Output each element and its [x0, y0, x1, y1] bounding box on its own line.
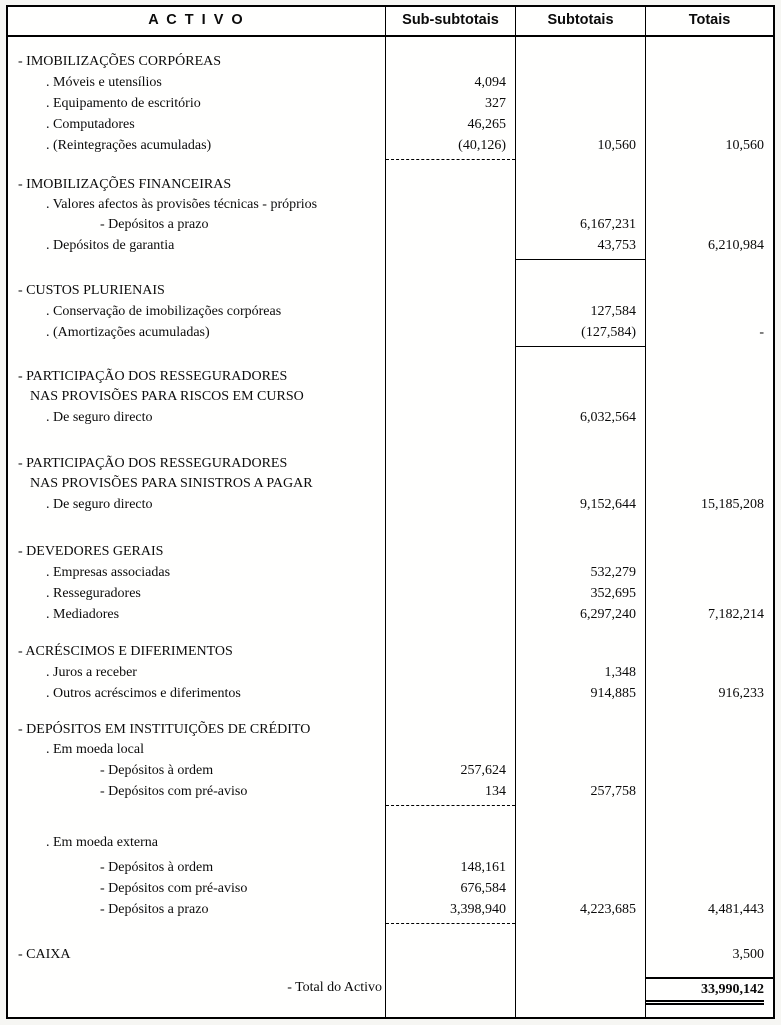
row-label: . Resseguradores [8, 583, 386, 604]
cell-subtotais [516, 474, 646, 494]
cell-totais [646, 802, 773, 812]
row-label: . Outros acréscimos e diferimentos [8, 683, 386, 704]
table-row [8, 583, 773, 604]
cell-sub-subtotais [386, 832, 516, 853]
rule-row [8, 343, 773, 353]
cell-sub-subtotais [386, 174, 516, 195]
row-label [8, 625, 386, 641]
cell-sub-subtotais [386, 662, 516, 683]
cell-totais [646, 72, 773, 93]
cell-subtotais [516, 515, 646, 541]
cell-subtotais [516, 51, 646, 72]
column-header-activo: A C T I V O [8, 7, 386, 35]
cell-subtotais [516, 93, 646, 114]
cell-totais [646, 428, 773, 454]
cell-totais [646, 343, 773, 353]
cell-sub-subtotais: 3,398,940 [386, 899, 516, 920]
table-row [8, 857, 773, 878]
cell-totais [646, 704, 773, 720]
cell-totais [646, 781, 773, 802]
column-header-sub-subtotais: Sub-subtotais [386, 7, 516, 35]
cell-subtotais [516, 920, 646, 930]
cell-totais [646, 214, 773, 235]
cell-totais [646, 541, 773, 562]
spacer-row [8, 428, 773, 454]
cell-subtotais: 352,695 [516, 583, 646, 604]
cell-subtotais: 6,032,564 [516, 407, 646, 428]
cell-totais [646, 832, 773, 853]
row-label [8, 166, 386, 174]
cell-subtotais [516, 367, 646, 387]
cell-subtotais: 10,560 [516, 135, 646, 156]
cell-subtotais: 9,152,644 [516, 494, 646, 515]
cell-sub-subtotais [386, 930, 516, 944]
row-label [8, 266, 386, 280]
cell-sub-subtotais: 676,584 [386, 878, 516, 899]
row-label: - IMOBILIZAÇÕES FINANCEIRAS [8, 174, 386, 195]
table-row [8, 662, 773, 683]
row-label: - Total do Activo [8, 977, 386, 999]
row-label [8, 802, 386, 812]
cell-subtotais [516, 740, 646, 760]
table-row [8, 683, 773, 704]
cell-subtotais [516, 114, 646, 135]
row-label: - Depósitos à ordem [8, 857, 386, 878]
cell-sub-subtotais: 46,265 [386, 114, 516, 135]
row-label: - DEVEDORES GERAIS [8, 541, 386, 562]
cell-subtotais: 4,223,685 [516, 899, 646, 920]
sum-line [516, 346, 645, 347]
cell-sub-subtotais [386, 720, 516, 740]
row-label: - PARTICIPAÇÃO DOS RESSEGURADORES [8, 454, 386, 474]
row-label [8, 930, 386, 944]
cell-subtotais [516, 174, 646, 195]
cell-totais [646, 878, 773, 899]
cell-totais [646, 930, 773, 944]
cell-totais [646, 195, 773, 214]
cell-subtotais [516, 156, 646, 166]
cell-sub-subtotais [386, 301, 516, 322]
cell-totais [646, 51, 773, 72]
row-label: NAS PROVISÕES PARA SINISTROS A PAGAR [8, 474, 386, 494]
row-label [8, 920, 386, 930]
cell-sub-subtotais: 327 [386, 93, 516, 114]
cell-sub-subtotais [386, 280, 516, 301]
spacer-row [8, 353, 773, 367]
cell-sub-subtotais [386, 977, 516, 999]
cell-totais [646, 407, 773, 428]
row-label: . Em moeda externa [8, 832, 386, 853]
cell-subtotais: 914,885 [516, 683, 646, 704]
table-row [8, 604, 773, 625]
cell-sub-subtotais [386, 920, 516, 930]
cell-subtotais [516, 387, 646, 407]
cell-totais [646, 857, 773, 878]
cell-subtotais [516, 832, 646, 853]
table-row [8, 781, 773, 802]
row-label [8, 965, 386, 977]
cell-sub-subtotais [386, 604, 516, 625]
table-row [8, 135, 773, 156]
cell-sub-subtotais [386, 353, 516, 367]
cell-totais: 3,500 [732, 947, 764, 962]
table-row [8, 367, 773, 387]
row-label: - CUSTOS PLURIENAIS [8, 280, 386, 301]
cell-totais [646, 760, 773, 781]
table-row [8, 322, 773, 343]
cell-sub-subtotais [386, 944, 516, 965]
cell-subtotais [516, 802, 646, 812]
cell-sub-subtotais [386, 214, 516, 235]
table-row [8, 72, 773, 93]
cell-sub-subtotais [386, 999, 516, 1011]
cell-totais [646, 266, 773, 280]
cell-subtotais [516, 625, 646, 641]
cell-sub-subtotais [386, 235, 516, 256]
table-row [8, 214, 773, 235]
cell-sub-subtotais [386, 515, 516, 541]
cell-subtotais [516, 641, 646, 662]
table-row [8, 720, 773, 740]
row-label: . Mediadores [8, 604, 386, 625]
cell-subtotais [516, 704, 646, 720]
cell-sub-subtotais [386, 343, 516, 353]
cell-totais [646, 114, 773, 135]
cell-totais [646, 1011, 773, 1017]
table-body [8, 37, 773, 1017]
cell-subtotais [516, 878, 646, 899]
spacer-row [8, 37, 773, 51]
header-row [8, 7, 773, 37]
cell-sub-subtotais [386, 454, 516, 474]
spacer-row [8, 812, 773, 832]
cell-totais: 15,185,208 [701, 497, 764, 512]
row-label [8, 704, 386, 720]
row-label: . Equipamento de escritório [8, 93, 386, 114]
cell-totais [646, 93, 773, 114]
spacer-row [8, 930, 773, 944]
row-label: . Computadores [8, 114, 386, 135]
cell-totais: 10,560 [725, 138, 764, 153]
rule-row [8, 999, 773, 1011]
table-row [8, 878, 773, 899]
cell-totais [646, 301, 773, 322]
row-label: - CAIXA [8, 944, 386, 965]
spacer-row [8, 515, 773, 541]
table-row [8, 387, 773, 407]
cell-sub-subtotais [386, 965, 516, 977]
table-row [8, 474, 773, 494]
cell-subtotais [516, 343, 646, 353]
cell-sub-subtotais [386, 474, 516, 494]
cell-subtotais [516, 965, 646, 977]
cell-totais [646, 625, 773, 641]
cell-subtotais: 532,279 [516, 562, 646, 583]
cell-sub-subtotais [386, 683, 516, 704]
cell-subtotais: 6,297,240 [516, 604, 646, 625]
cell-subtotais [516, 541, 646, 562]
cell-sub-subtotais [386, 51, 516, 72]
balance-sheet-table [6, 5, 775, 1019]
cell-subtotais [516, 37, 646, 51]
row-label [8, 353, 386, 367]
row-label: . Em moeda local [8, 740, 386, 760]
row-label: . (Amortizações acumuladas) [8, 322, 386, 343]
cell-sub-subtotais: 257,624 [386, 760, 516, 781]
cell-sub-subtotais [386, 322, 516, 343]
cell-sub-subtotais [386, 583, 516, 604]
cell-subtotais [516, 266, 646, 280]
table-row [8, 899, 773, 920]
spacer-row [8, 965, 773, 977]
cell-sub-subtotais: 148,161 [386, 857, 516, 878]
cell-totais [646, 156, 773, 166]
cell-sub-subtotais [386, 562, 516, 583]
row-label [8, 812, 386, 832]
cell-totais: 33,990,142 [646, 977, 773, 999]
table-row [8, 93, 773, 114]
row-label [8, 515, 386, 541]
table-row [8, 235, 773, 256]
row-label: - DEPÓSITOS EM INSTITUIÇÕES DE CRÉDITO [8, 720, 386, 740]
table-row [8, 977, 773, 999]
cell-subtotais [516, 1011, 646, 1017]
cell-sub-subtotais [386, 541, 516, 562]
cell-subtotais [516, 944, 646, 965]
row-label: - Depósitos com pré-aviso [8, 878, 386, 899]
cell-subtotais [516, 72, 646, 93]
cell-subtotais [516, 353, 646, 367]
cell-totais [646, 166, 773, 174]
table-row [8, 832, 773, 853]
row-label: - IMOBILIZAÇÕES CORPÓREAS [8, 51, 386, 72]
cell-totais [646, 583, 773, 604]
spacer-row [8, 1011, 773, 1017]
row-label: - Depósitos com pré-aviso [8, 781, 386, 802]
cell-totais [646, 999, 773, 1011]
spacer-row [8, 166, 773, 174]
cell-totais [646, 474, 773, 494]
cell-totais [646, 280, 773, 301]
cell-subtotais [516, 256, 646, 266]
cell-sub-subtotais [386, 740, 516, 760]
cell-subtotais: 257,758 [516, 781, 646, 802]
row-label: - ACRÉSCIMOS E DIFERIMENTOS [8, 641, 386, 662]
table-row [8, 195, 773, 214]
cell-subtotais: (127,584) [516, 322, 646, 343]
cell-sub-subtotais [386, 494, 516, 515]
cell-subtotais [516, 195, 646, 214]
row-label: . Juros a receber [8, 662, 386, 683]
cell-subtotais [516, 857, 646, 878]
cell-sub-subtotais [386, 166, 516, 174]
table-row [8, 301, 773, 322]
cell-totais: - [759, 325, 764, 340]
sum-line [386, 159, 515, 160]
row-label: . Depósitos de garantia [8, 235, 386, 256]
cell-totais [646, 387, 773, 407]
cell-sub-subtotais: (40,126) [386, 135, 516, 156]
table-row [8, 407, 773, 428]
row-label: . Valores afectos às provisões técnicas - próprios [8, 195, 386, 214]
table-row [8, 494, 773, 515]
cell-sub-subtotais [386, 704, 516, 720]
column-header-subtotais: Subtotais [516, 7, 646, 35]
row-label: NAS PROVISÕES PARA RISCOS EM CURSO [8, 387, 386, 407]
cell-totais [646, 720, 773, 740]
cell-sub-subtotais [386, 387, 516, 407]
row-label: - Depósitos a prazo [8, 214, 386, 235]
table-row [8, 541, 773, 562]
cell-totais [646, 641, 773, 662]
sum-line [386, 805, 515, 806]
row-label: - Depósitos a prazo [8, 899, 386, 920]
cell-sub-subtotais: 134 [386, 781, 516, 802]
cell-totais [646, 37, 773, 51]
cell-totais: 4,481,443 [708, 902, 764, 917]
cell-sub-subtotais [386, 812, 516, 832]
cell-totais [646, 515, 773, 541]
cell-sub-subtotais [386, 641, 516, 662]
table-row [8, 174, 773, 195]
row-label: . Móveis e utensílios [8, 72, 386, 93]
row-label [8, 343, 386, 353]
column-header-totais: Totais [688, 12, 731, 28]
cell-sub-subtotais [386, 802, 516, 812]
cell-totais [646, 662, 773, 683]
cell-totais [646, 965, 773, 977]
cell-subtotais [516, 280, 646, 301]
cell-subtotais: 127,584 [516, 301, 646, 322]
cell-subtotais [516, 454, 646, 474]
cell-sub-subtotais [386, 407, 516, 428]
table-row [8, 51, 773, 72]
cell-subtotais: 43,753 [516, 235, 646, 256]
cell-totais [646, 174, 773, 195]
sum-line [516, 259, 645, 260]
row-label [8, 156, 386, 166]
cell-totais: 6,210,984 [708, 238, 764, 253]
row-label: . Conservação de imobilizações corpóreas [8, 301, 386, 322]
cell-totais [646, 454, 773, 474]
cell-totais [646, 812, 773, 832]
row-label [8, 999, 386, 1011]
cell-subtotais [516, 720, 646, 740]
cell-sub-subtotais [386, 428, 516, 454]
row-label [8, 37, 386, 51]
cell-subtotais [516, 977, 646, 999]
cell-totais [646, 367, 773, 387]
cell-totais [646, 562, 773, 583]
row-label: . De seguro directo [8, 407, 386, 428]
rule-row [8, 802, 773, 812]
cell-totais [646, 353, 773, 367]
cell-sub-subtotais [386, 195, 516, 214]
table-row [8, 641, 773, 662]
rule-row [8, 156, 773, 166]
cell-sub-subtotais: 4,094 [386, 72, 516, 93]
table-row [8, 454, 773, 474]
table-row [8, 114, 773, 135]
row-label: . Empresas associadas [8, 562, 386, 583]
cell-subtotais [516, 428, 646, 454]
spacer-row [8, 704, 773, 720]
table-row [8, 740, 773, 760]
cell-sub-subtotais [386, 256, 516, 266]
table-row [8, 280, 773, 301]
cell-sub-subtotais [386, 367, 516, 387]
cell-sub-subtotais [386, 266, 516, 280]
rule-row [8, 256, 773, 266]
cell-totais [646, 740, 773, 760]
row-label [8, 428, 386, 454]
cell-sub-subtotais [386, 625, 516, 641]
cell-totais: 7,182,214 [708, 607, 764, 622]
cell-subtotais [516, 166, 646, 174]
rule-row [8, 920, 773, 930]
sum-line [386, 923, 515, 924]
spacer-row [8, 266, 773, 280]
cell-totais: 916,233 [718, 686, 764, 701]
row-label: . (Reintegrações acumuladas) [8, 135, 386, 156]
cell-totais [646, 256, 773, 266]
grand-total-double-rule [646, 1000, 764, 1005]
row-label: . De seguro directo [8, 494, 386, 515]
cell-sub-subtotais [386, 156, 516, 166]
table-row [8, 562, 773, 583]
row-label [8, 1011, 386, 1017]
table-row [8, 760, 773, 781]
row-label: - PARTICIPAÇÃO DOS RESSEGURADORES [8, 367, 386, 387]
row-label [8, 256, 386, 266]
cell-subtotais [516, 999, 646, 1011]
cell-sub-subtotais [386, 1011, 516, 1017]
cell-subtotais [516, 760, 646, 781]
row-label: - Depósitos à ordem [8, 760, 386, 781]
table-row [8, 944, 773, 965]
cell-subtotais [516, 812, 646, 832]
spacer-row [8, 625, 773, 641]
cell-subtotais: 6,167,231 [516, 214, 646, 235]
cell-subtotais: 1,348 [516, 662, 646, 683]
cell-subtotais [516, 930, 646, 944]
cell-sub-subtotais [386, 37, 516, 51]
cell-totais [646, 920, 773, 930]
